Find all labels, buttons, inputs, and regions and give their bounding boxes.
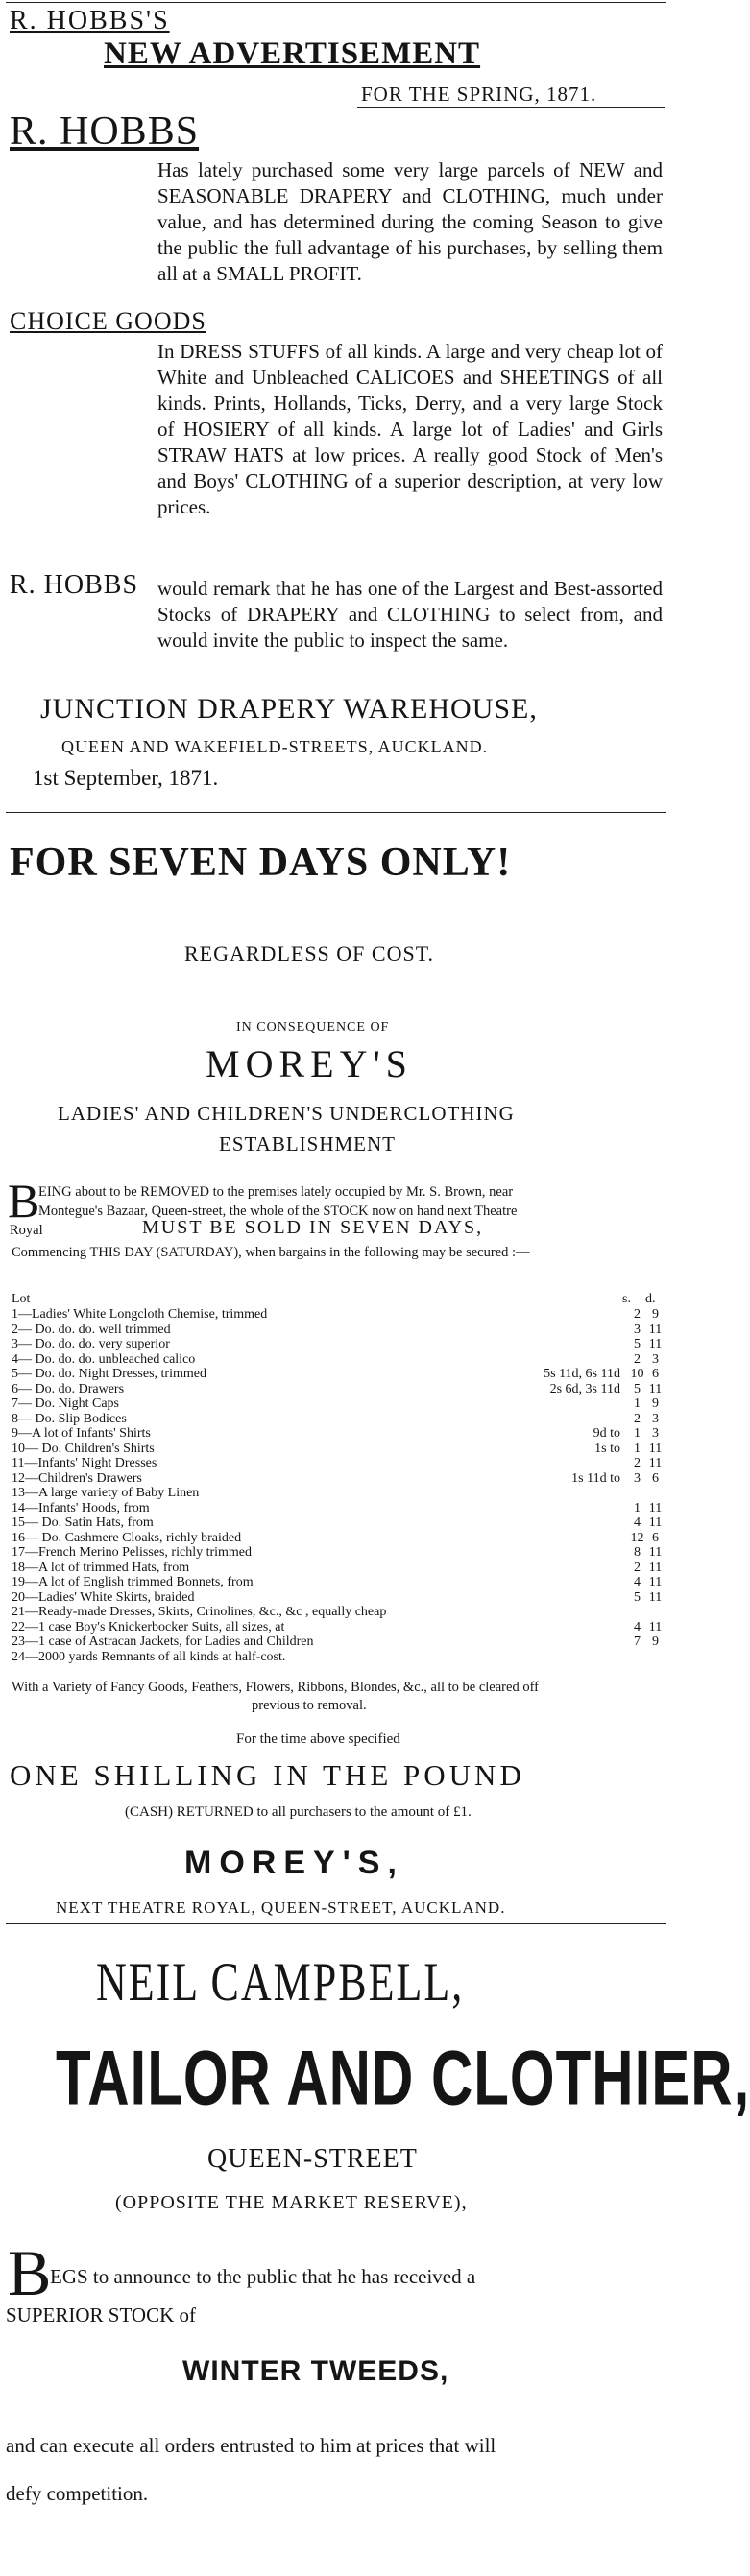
lot-item: 20—Ladies' White Skirts, braided [12,1589,195,1605]
lot-row [12,1352,665,1368]
lot-item: 9—A lot of Infants' Shirts [12,1426,151,1441]
lot-pence [646,1486,665,1501]
lot-price: 5s 11d, 6s 11d [544,1367,620,1381]
col-d-label: d. [645,1292,656,1306]
lot-item: 17—French Merino Pelisses, richly trimmed [12,1545,253,1560]
lot-shillings: 4 [633,1619,641,1634]
lot-row [12,1307,665,1323]
lot-row [12,1561,665,1576]
lot-shillings: 5 [633,1337,641,1351]
lot-item: 24—2000 yards Remnants of all kinds at half-cost. [12,1649,286,1664]
lot-row [12,1590,665,1606]
lot-shillings: 4 [633,1575,641,1589]
hobbs-headline: NEW ADVERTISEMENT [104,36,481,71]
morey-name-footer: MOREY'S, [184,1845,404,1881]
lot-pence: 11 [648,1560,663,1575]
lot-price [508,1620,628,1635]
lot-shillings: 1 [633,1500,641,1515]
lot-price [508,1412,628,1427]
lot-row [12,1367,665,1382]
morey-regardless: REGARDLESS OF COST. [184,942,435,966]
morey-establishment-1: LADIES' AND CHILDREN'S UNDERCLOTHING [58,1102,515,1125]
lot-price [508,1634,628,1650]
hobbs-date: 1st September, 1871. [33,766,219,790]
lot-row [12,1501,665,1516]
lot-item: 10— Do. Children's Shirts [12,1441,155,1456]
lot-item: 21—Ready-made Dresses, Skirts, Crinolines, &c., &c , equally cheap [12,1605,387,1619]
divider-1 [6,812,666,813]
lot-row [12,1337,665,1352]
lot-price [508,1501,628,1516]
lot-shillings: 2 [633,1560,641,1575]
season-underline [357,107,665,108]
lot-price [508,1456,628,1471]
lot-row [12,1486,665,1501]
lot-pence: 11 [648,1337,663,1351]
lot-row [12,1515,665,1531]
campbell-drop-letter: B [8,2236,52,2309]
lot-shillings: 1 [633,1426,641,1441]
campbell-street: QUEEN-STREET [207,2144,418,2174]
lot-shillings: 5 [633,1589,641,1605]
lot-pence: 11 [648,1575,663,1589]
lot-item: 7— Do. Night Caps [12,1396,119,1411]
lot-price [508,1531,628,1546]
lot-pence: 11 [648,1500,663,1515]
lot-shillings: 7 [633,1634,641,1649]
warehouse-name: JUNCTION DRAPERY WAREHOUSE, [40,693,538,725]
lot-shillings: 1 [633,1441,641,1456]
lot-row [12,1396,665,1412]
campbell-execute-1: and can execute all orders entrusted to him at prices that will [6,2434,496,2457]
lot-shillings: 3 [633,1322,641,1337]
lot-price [508,1323,628,1338]
campbell-name: NEIL CAMPBELL, [96,1951,465,2013]
morey-drop-letter: B [8,1174,40,1228]
top-rule [6,2,666,3]
lot-pence: 3 [651,1411,659,1426]
lot-item: 12—Children's Drawers [12,1470,142,1486]
lot-price [508,1352,628,1368]
morey-commencing: Commencing THIS DAY (SATURDAY), when bargains in the following may be secured :— [12,1245,530,1260]
lot-row [12,1456,665,1471]
lot-price [508,1650,628,1665]
lot-row [12,1442,665,1457]
remark-name: R. HOBBS [10,570,139,600]
lot-row [12,1605,665,1620]
lot-shillings: 3 [633,1470,641,1486]
campbell-execute-2: defy competition. [6,2482,149,2505]
lot-pence: 6 [651,1470,659,1486]
divider-2 [6,1923,666,1924]
lot-item: 8— Do. Slip Bodices [12,1411,127,1426]
lot-shillings: 2 [633,1456,641,1470]
lot-pence: 11 [648,1545,663,1560]
lot-pence: 11 [648,1456,663,1470]
lot-pence: 9 [651,1307,659,1322]
lot-item: 4— Do. do. do. unbleached calico [12,1351,196,1367]
morey-consequence: IN CONSEQUENCE OF [236,1020,390,1035]
morey-variety-1: With a Variety of Fancy Goods, Feathers, Flowers, Ribbons, Blondes, &c., all to be cleared off [12,1680,539,1695]
lot-shillings: 1 [633,1396,641,1411]
lot-row [12,1634,665,1650]
warehouse-address: QUEEN AND WAKEFIELD-STREETS, AUCKLAND. [61,737,489,756]
lot-price: 2s 6d, 3s 11d [549,1381,620,1396]
campbell-opposite: (OPPOSITE THE MARKET RESERVE), [115,2192,468,2213]
lot-price [508,1545,628,1561]
lot-price [508,1590,628,1606]
lot-item: 14—Infants' Hoods, from [12,1500,150,1515]
lot-row [12,1575,665,1590]
morey-intro-2: Montegue's Bazaar, Queen-street, the whole of the STOCK now on hand next Theatre [38,1204,518,1219]
lot-pence: 11 [648,1589,663,1605]
lot-item: 15— Do. Satin Hats, from [12,1515,154,1530]
lot-pence [646,1605,665,1620]
lot-price: 1s 11d to [571,1470,620,1486]
lot-row [12,1426,665,1442]
lot-item: 22—1 case Boy's Knickerbocker Suits, all sizes, at [12,1619,285,1634]
lot-pence: 11 [648,1322,663,1337]
morey-name: MOREY'S [206,1042,413,1085]
lot-pence: 9 [651,1634,659,1649]
lot-item: 16— Do. Cashmere Cloaks, richly braided [12,1530,242,1545]
lot-shillings: 4 [633,1515,641,1530]
lot-price [508,1561,628,1576]
lot-shillings [628,1650,646,1665]
lot-pence: 11 [648,1441,663,1456]
lot-item: 6— Do. do. Drawers [12,1381,125,1396]
morey-shilling: ONE SHILLING IN THE POUND [10,1758,525,1792]
lot-shillings: 2 [633,1351,641,1367]
lot-row [12,1323,665,1338]
lot-pence: 11 [648,1515,663,1530]
lot-row [12,1382,665,1397]
lot-item: 18—A lot of trimmed Hats, from [12,1560,190,1575]
lot-price [508,1575,628,1590]
hobbs-season: FOR THE SPRING, 1871. [361,83,597,106]
lot-pence: 3 [651,1426,659,1441]
campbell-tweeds: WINTER TWEEDS, [182,2355,449,2387]
morey-address: NEXT THEATRE ROYAL, QUEEN-STREET, AUCKLAND. [56,1898,506,1917]
lot-shillings [628,1605,646,1620]
lot-pence [646,1650,665,1665]
campbell-trade: TAILOR AND CLOTHIER, [56,2034,750,2121]
morey-establishment-2: ESTABLISHMENT [219,1133,396,1156]
lot-shillings [628,1486,646,1501]
lot-item: 11—Infants' Night Dresses [12,1456,157,1470]
hobbs-name: R. HOBBS [10,109,200,154]
campbell-begs-2: SUPERIOR STOCK of [6,2303,196,2326]
col-s-label: s. [622,1292,631,1306]
lot-price [508,1605,628,1620]
lot-pence: 11 [648,1619,663,1634]
lot-price [508,1486,628,1501]
choice-goods-text: In DRESS STUFFS of all kinds. A large and very cheap lot of White and Unbleached CALICOES and SHEETINGS of all kinds. Prints, Hollands, Ticks, Derry, and a very large Stock of HOSIERY of all kinds. A large lot of Ladies' and Girls STRAW HATS at low prices. A really good Stock of Men's and Boys' CLOTHING of a superior description, at very low prices. [157,340,663,518]
morey-time-above: For the time above specified [236,1731,400,1747]
lot-pence: 6 [651,1367,659,1381]
lot-shillings: 5 [633,1381,641,1396]
lot-row [12,1412,665,1427]
lot-pence: 3 [651,1351,659,1367]
hobbs-top-title: R. HOBBS'S [10,6,170,36]
morey-intro-1: EING about to be REMOVED to the premises lately occupied by Mr. S. Brown, near [38,1184,514,1200]
lot-pence: 9 [651,1396,659,1411]
lot-item: 1—Ladies' White Longcloth Chemise, trimmed [12,1307,268,1322]
lot-row [12,1545,665,1561]
lot-shillings: 8 [633,1545,641,1560]
campbell-begs-1: EGS to announce to the public that he has received a [50,2265,476,2288]
lot-price [508,1307,628,1323]
lot-item: 3— Do. do. do. very superior [12,1337,170,1351]
morey-headline: FOR SEVEN DAYS ONLY! [10,841,512,885]
lot-label: Lot [12,1292,31,1306]
lot-item: 19—A lot of English trimmed Bonnets, from [12,1575,254,1589]
lot-row [12,1531,665,1546]
lot-item: 13—A large variety of Baby Linen [12,1486,200,1500]
lot-shillings: 2 [633,1307,641,1322]
lot-price [508,1337,628,1352]
morey-must-be-sold: MUST BE SOLD IN SEVEN DAYS, [142,1217,484,1238]
morey-cash: (CASH) RETURNED to all purchasers to the amount of £1. [125,1804,472,1820]
hobbs-intro: Has lately purchased some very large parcels of NEW and SEASONABLE DRAPERY and CLOTHING, much under value, and has determined during the coming Season to give the public the full advantage of his purchases, by selling them all at a SMALL PROFIT. [157,158,663,285]
lot-pence: 6 [651,1530,659,1545]
lot-shillings: 10 [630,1367,644,1381]
lot-shillings: 2 [633,1411,641,1426]
lot-item: 2— Do. do. do. well trimmed [12,1322,171,1337]
lot-item: 5— Do. do. Night Dresses, trimmed [12,1367,206,1381]
lot-item: 23—1 case of Astracan Jackets, for Ladies and Children [12,1634,314,1649]
lot-price-table [12,1307,665,1664]
morey-variety-2: previous to removal. [252,1698,367,1713]
lot-row [12,1650,665,1665]
morey-intro-3: Royal [10,1223,43,1238]
lot-pence: 11 [648,1381,663,1396]
choice-goods-heading: CHOICE GOODS [10,307,206,335]
lot-price: 1s to [594,1441,620,1456]
lot-row [12,1620,665,1635]
lot-price [508,1515,628,1531]
lot-row [12,1471,665,1487]
remark-text: would remark that he has one of the Largest and Best-assorted Stocks of DRAPERY and CLOTHING to select from, and would invite the public to inspect the same. [157,577,663,652]
lot-price: 9d to [593,1426,620,1441]
lot-shillings: 12 [630,1530,644,1545]
lot-price [508,1396,628,1412]
